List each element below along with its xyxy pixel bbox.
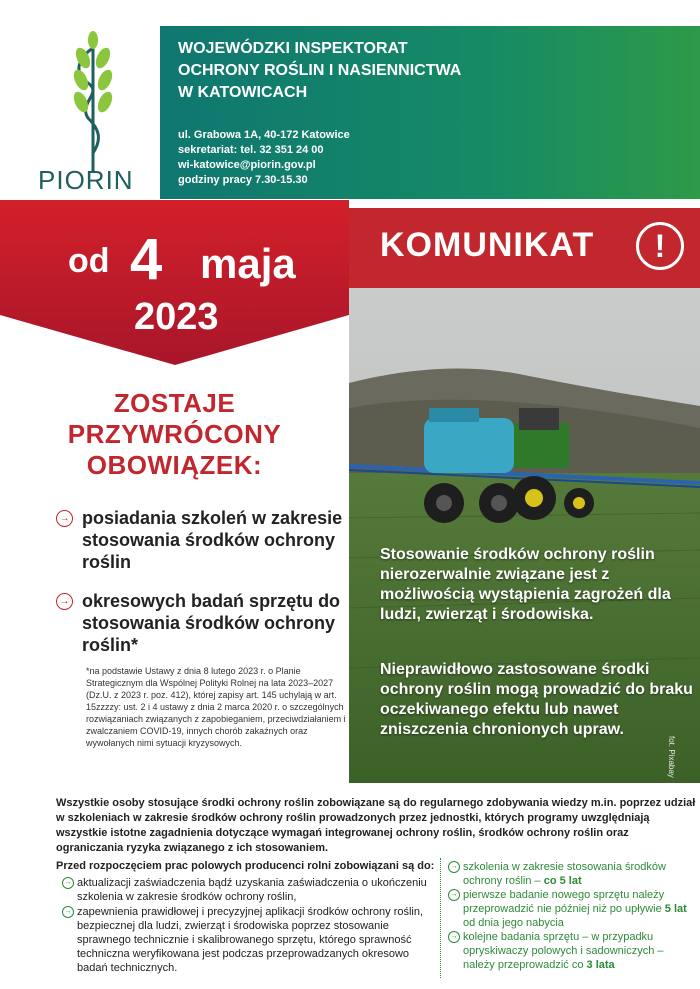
column-divider: [440, 858, 441, 978]
obligation-heading: [0, 388, 349, 481]
deadline-text: kolejne badania sprzętu – w przypadku opryskiwaczy polowych i sadowniczych – należy przeprowadzić co 3 lata: [463, 931, 664, 971]
date-banner: [0, 200, 349, 365]
exclamation-icon: !: [636, 222, 684, 270]
arrow-right-icon: →: [448, 931, 460, 943]
date-od: od: [68, 242, 110, 280]
institution-line: WOJEWÓDZKI INSPEKTORAT: [178, 40, 408, 57]
arrow-right-icon: →: [448, 889, 460, 901]
heading-line: OBOWIĄZEK:: [86, 450, 263, 480]
intro-paragraph: Wszystkie osoby stosujące środki ochrony roślin zobowiązane są do regularnego zdobywania wiedzy m.in. poprzez udział w szkoleniach w zakresie środków ochrony roślin prowadzonych przez jednostki, których programy uwzględniają wszystkie istotne zagadnienia dotyczące wymagań integrowanej ochrony roślin, środków ochrony roślin oraz ograniczania ryzyka związanego z ich stosowaniem.: [56, 797, 696, 854]
before-season-label: Przed rozpoczęciem prac polowych producenci rolni zobowiązani są do:: [56, 860, 435, 872]
komunikat-title: KOMUNIKAT: [380, 226, 595, 264]
arrow-right-icon: →: [56, 593, 73, 610]
date-month: maja: [200, 240, 296, 287]
duty-item: [56, 590, 346, 660]
arrow-right-icon: →: [56, 510, 73, 527]
deadline-item: [448, 888, 698, 932]
deadline-text: szkolenia w zakresie stosowania środków ochrony roślin – co 5 lat: [463, 861, 666, 887]
arrow-right-icon: →: [62, 906, 74, 918]
deadline-item: [448, 930, 698, 974]
address: ul. Grabowa 1A, 40-172 Katowice: [178, 129, 350, 141]
legal-footnote: *na podstawie Ustawy z dnia 8 lutego 2023 r. o Planie Strategicznym dla Wspólnej Polityki Rolnej na lata 2023–2027 (Dz.U. z 2023 r. poz. 412), której zapisy art. 145 uchylają w art. 15zzzzy: ust. 2 i 4 ustawy z dnia 2 marca 2020 r. o szczególnych rozwiązaniach związanych z zapobieganiem, przeciwdziałaniem i zwalczaniem COVID-19, innych chorób zakaźnych oraz wywołanych nimi sytuacji kryzysowych.: [86, 666, 346, 748]
duty-text: okresowych badań sprzętu do stosowania środków ochrony roślin*: [82, 591, 341, 655]
deadline-highlight: 5 lat: [664, 903, 687, 915]
heading-line: PRZYWRÓCONY: [67, 419, 282, 449]
email: wi-katowice@piorin.gov.pl: [178, 159, 316, 171]
heading-line: ZOSTAJE: [113, 388, 236, 418]
photo-text-misuse: Nieprawidłowo zastosowane środki ochrony roślin mogą prowadzić do braku oczekiwanego efektu lub nawet zniszczenia chronionych upraw.: [380, 661, 693, 738]
photo-credit: fot. Pixabay: [667, 736, 676, 778]
institution-name: [178, 38, 508, 104]
phone: sekretariat: tel. 32 351 24 00: [178, 144, 324, 156]
duty-item: [56, 507, 346, 577]
arrow-right-icon: →: [62, 877, 74, 889]
deadline-text: pierwsze badanie nowego sprzętu należy przeprowadzić nie później niż po upływie 5 lat od dnia jego nabycia: [463, 889, 687, 929]
deadline-highlight: co 5 lat: [543, 875, 582, 887]
duty-text: posiadania szkoleń w zakresie stosowania środków ochrony roślin: [82, 508, 343, 572]
date-day: 4: [130, 227, 163, 292]
date-year: 2023: [134, 296, 219, 338]
institution-line: OCHRONY ROŚLIN I NASIENNICTWA: [178, 62, 462, 79]
contact-info: [178, 128, 350, 188]
deadline-item: [448, 860, 698, 890]
wheat-logo-icon: [58, 28, 128, 178]
institution-line: W KATOWICACH: [178, 84, 308, 101]
list-item-text: aktualizacji zaświadczenia bądź uzyskania zaświadczenia o ukończeniu szkolenia w zakresie środków ochrony roślin,: [77, 877, 427, 903]
photo-text-risks: Stosowanie środków ochrony roślin nierozerwalnie związane jest z możliwością wystąpienia zagrożeń dla ludzi, zwierząt i środowiska.: [380, 546, 671, 623]
office-hours: godziny pracy 7.30-15.30: [178, 174, 308, 186]
list-item: [62, 876, 432, 906]
list-item: [62, 905, 432, 985]
deadline-highlight: 3 lata: [586, 959, 615, 971]
list-item-text: zapewnienia prawidłowej i precyzyjnej aplikacji środków ochrony roślin, bezpiecznej dla ludzi, zwierząt i środowiska poprzez stosowanie sprawnego technicznie i skalibrowanego sprzętu, którego sprawność techniczna weryfikowana jest podczas przeprowadzanych okresowo badań technicznych.: [77, 906, 424, 974]
logo-text: PIORIN: [38, 165, 134, 195]
arrow-right-icon: →: [448, 861, 460, 873]
